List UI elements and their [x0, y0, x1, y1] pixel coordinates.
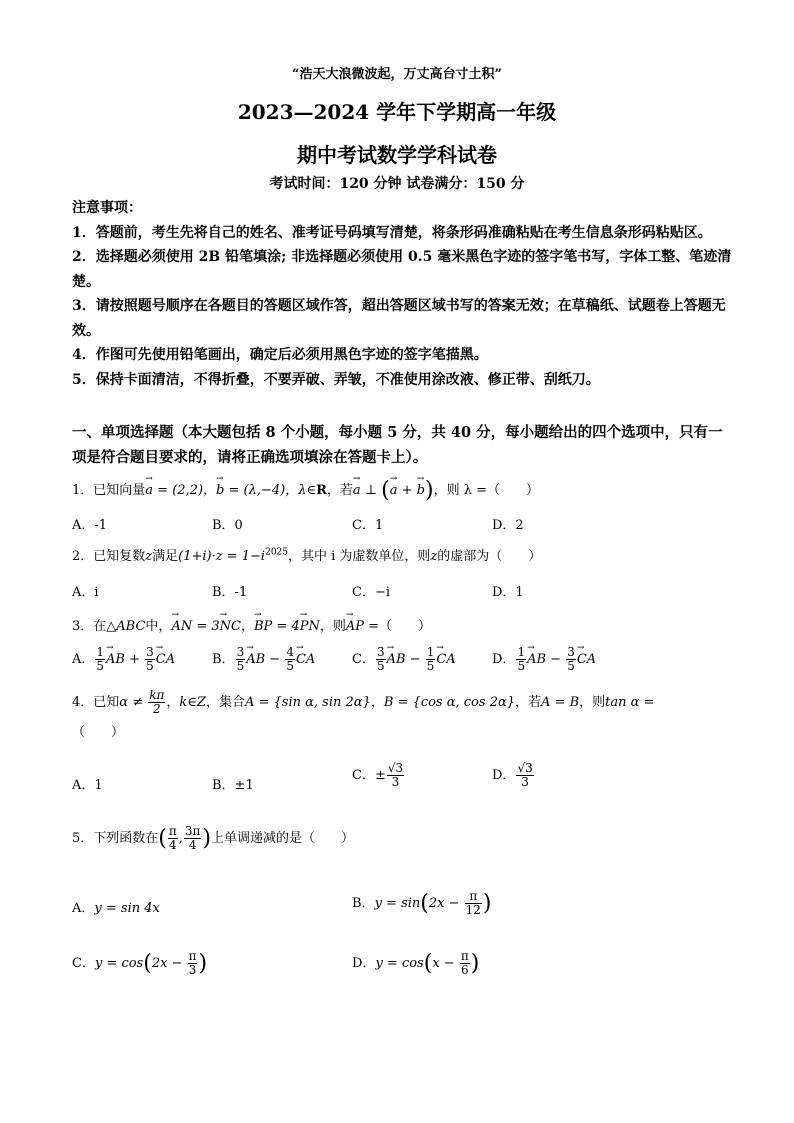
operator: − — [405, 652, 425, 667]
note-item: 4．作图可先使用铅笔画出，确定后必须用黑色字迹的签字笔描黑。 — [72, 347, 488, 363]
q1-text: 1．已知向量 — [72, 483, 146, 498]
function-arg: 2x − — [151, 956, 187, 971]
fraction: $\frac{\pi}{4}$ — [168, 824, 177, 852]
option-D[interactable] — [492, 762, 535, 789]
function-expr: y = sin 4x — [94, 901, 160, 916]
option-label: C． — [352, 652, 375, 667]
vector-ca: → CA — [577, 652, 596, 667]
q1-eq1: = (2,2)， — [153, 483, 217, 498]
section-heading: 一、单项选择题（本大题包括 8 个小题，每小题 5 分，共 40 分，每小题给出的四个选项中，只有一项是符合题目要求的，请将正确选项填涂在答题卡上）。 — [72, 424, 723, 466]
vector-ap: → AP — [346, 619, 364, 634]
vector-ca: → CA — [296, 652, 315, 667]
option-label: A． — [72, 901, 95, 916]
fraction: $\frac{3}{5}$ — [567, 645, 575, 673]
q4-text: 4．已知 — [72, 695, 120, 710]
set-R: R — [316, 483, 327, 498]
q2-text: ，其中 i 为虚数单位，则 — [288, 549, 431, 564]
note-item: 5．保持卡面清洁，不得折叠，不要弄破、弄皱，不准使用涂改液、修正带、刮纸刀。 — [72, 371, 600, 388]
option-label: C． — [72, 956, 95, 971]
fraction: $\frac{4}{5}$ — [286, 645, 294, 673]
fraction: $\frac{3}{5}$ — [236, 645, 245, 673]
vector-nc: → NC — [220, 619, 241, 634]
perp-symbol: ⊥ — [360, 483, 382, 498]
vector-ab: → AB — [106, 652, 125, 667]
vector-ab: → AB — [387, 652, 406, 667]
q3-eq: = 3 — [192, 619, 220, 634]
fraction: $\frac{1}{5}$ — [96, 645, 105, 673]
paren: ) — [202, 826, 212, 851]
q4-expr: α ≠ — [119, 695, 148, 710]
vector-an: → AN — [171, 619, 192, 634]
fraction: $\frac{\pi}{12}$ — [465, 889, 481, 917]
option-D[interactable]: D．2 — [492, 518, 524, 533]
option-A[interactable] — [72, 646, 175, 673]
option-B[interactable]: B．0 — [212, 518, 243, 533]
set-B: B = {cos α, cos 2α} — [383, 695, 516, 710]
question-4 — [72, 688, 732, 748]
q3-text: ，则 — [319, 619, 346, 634]
q1-options — [72, 514, 732, 544]
note-item: 2．选择题必须使用 2B 铅笔填涂; 非选择题必须使用 0.5 毫米黑色字迹的签字笔书写，字体工整、笔迹清楚。 — [72, 249, 732, 290]
q5-options-row2 — [72, 950, 732, 986]
vector-ab: → AB — [246, 652, 265, 667]
vector-ab: → AB — [527, 652, 546, 667]
fraction: $\frac{\pi}{6}$ — [460, 949, 469, 977]
q4-text: ，若 — [515, 695, 542, 710]
q4-expr: tan α = — [605, 695, 655, 710]
paren: ) — [425, 478, 434, 503]
option-label: A． — [72, 652, 95, 667]
vector-ca: → CA — [156, 652, 175, 667]
option-label: D． — [492, 652, 516, 667]
var-z: z — [430, 549, 438, 564]
question-5 — [72, 825, 732, 852]
q2-text: 满足 — [152, 549, 179, 564]
comma: , — [178, 831, 183, 846]
note-item: 1．答题前，考生先将自己的姓名、准考证号码填写清楚，将条形码准确粘贴在考生信息条形码粘贴区。 — [72, 224, 712, 241]
q3-options — [72, 646, 732, 680]
operator: + — [124, 652, 145, 667]
question-1 — [72, 478, 732, 503]
q2-expr: (1+i)·z = 1−i — [178, 549, 266, 564]
plus: + — [397, 483, 417, 498]
option-D[interactable]: D．y = cos(x − $\frac{\pi}{6}$ ) — [352, 949, 480, 977]
notes-heading: 注意事项： — [72, 200, 142, 216]
option-label: B． — [352, 896, 375, 911]
q3-text: 3．在△ — [72, 619, 117, 634]
option-C[interactable]: C．1 — [352, 518, 384, 533]
note-item: 3．请按照题号顺序在各题目的答题区域作答，超出答题区域书写的答案无效；在草稿纸、试题卷上答题无效。 — [72, 298, 726, 339]
vector-a: → a — [390, 483, 398, 498]
option-A[interactable]: A．1 — [72, 778, 103, 793]
triangle-abc: ABC — [116, 619, 146, 634]
option-label: D． — [352, 956, 376, 971]
operator: − — [546, 652, 566, 667]
vector-bp: → BP — [254, 619, 272, 634]
fraction: $\frac{3\pi}{4}$ — [184, 824, 201, 852]
notes — [72, 196, 732, 392]
q2-options — [72, 581, 732, 611]
fraction: $\frac{√3}{3}$ — [517, 761, 533, 789]
comma: ， — [240, 619, 254, 634]
vector-ca: → CA — [436, 652, 455, 667]
q4-expr: A = B — [541, 695, 580, 710]
q4-expr: k∈Z — [179, 695, 206, 710]
fraction: $\frac{k\pi}{2}$ — [149, 688, 165, 716]
option-C[interactable]: C．y = cos(2x − $\frac{\pi}{3}$ ) — [72, 949, 208, 977]
paren: ( — [158, 826, 167, 851]
option-D[interactable] — [492, 646, 596, 673]
option-A[interactable]: A．-1 — [72, 518, 108, 533]
q4-text: ， — [166, 695, 180, 710]
q2-text: 2．已知复数 — [72, 549, 146, 564]
function-expr: y = cos — [94, 956, 144, 971]
option-label: D． — [492, 768, 516, 783]
q2-text: 的虚部为（ ） — [437, 549, 542, 564]
option-label: B． — [212, 652, 235, 667]
option-A[interactable] — [72, 897, 160, 916]
option-C[interactable] — [352, 762, 405, 789]
fraction: $\frac{3}{5}$ — [146, 645, 154, 673]
question-3 — [72, 615, 732, 634]
function-expr: y = sin — [374, 896, 421, 911]
paren: ( — [381, 478, 390, 503]
option-C[interactable] — [352, 646, 456, 673]
question-2 — [72, 545, 732, 564]
q3-eq: = 4 — [272, 619, 300, 634]
page-title: 2023—2024 学年下学期高一年级 — [237, 100, 557, 124]
vector-pn: → PN — [300, 619, 320, 634]
function-arg: x − — [432, 956, 459, 971]
answer-blank: （ ） — [72, 725, 125, 740]
fraction: $\frac{3}{5}$ — [376, 645, 385, 673]
option-D[interactable]: D．1 — [492, 585, 524, 600]
vector-b: → b — [216, 483, 224, 498]
vector-a: → a — [353, 483, 361, 498]
q4-options — [72, 762, 732, 802]
set-A: A = {sin α, sin 2α} — [244, 695, 371, 710]
var-z: z — [145, 549, 153, 564]
option-B[interactable]: B．-1 — [212, 585, 248, 600]
q5-text: 5．下列函数在 — [72, 831, 159, 846]
q4-text: ，集合 — [205, 695, 245, 710]
option-A[interactable]: A．i — [72, 585, 99, 600]
q5-text: 上单调递减的是（ ） — [211, 831, 355, 846]
page-subtitle: 期中考试数学学科试卷 — [297, 143, 497, 167]
fraction: $\frac{1}{5}$ — [517, 645, 526, 673]
fraction: $\frac{√3}{3}$ — [387, 761, 404, 789]
option-B[interactable]: B．y = sin(2x − $\frac{\pi}{12}$ ) — [352, 889, 492, 917]
vector-b: → b — [417, 483, 425, 498]
q1-eq2: = (λ,−4)，λ∈ — [224, 483, 317, 498]
option-B[interactable]: B．±1 — [212, 778, 254, 793]
fraction: $\frac{\pi}{3}$ — [188, 949, 197, 977]
vector-a: → a — [145, 483, 153, 498]
q4-text: ， — [370, 695, 384, 710]
q3-text: =（ ） — [364, 619, 432, 634]
q5-options-row1 — [72, 890, 732, 926]
q1-text: ，则 λ =（ ） — [433, 483, 540, 498]
q4-text: ，则 — [579, 695, 606, 710]
option-B[interactable] — [212, 646, 315, 673]
operator: − — [265, 652, 285, 667]
function-expr: y = cos — [375, 956, 424, 971]
function-arg: 2x − — [428, 896, 464, 911]
exam-meta: 考试时间：120 分钟 试卷满分：150 分 — [269, 176, 525, 192]
q1-text: ，若 — [326, 483, 353, 498]
exponent: 2025 — [265, 547, 288, 558]
option-label: C．± — [352, 768, 386, 783]
motto: “浩天大浪微波起，万丈高台寸土积” — [292, 67, 502, 82]
fraction: $\frac{1}{5}$ — [426, 645, 435, 673]
q3-text: 中， — [145, 619, 172, 634]
option-C[interactable]: C．−i — [352, 585, 390, 600]
